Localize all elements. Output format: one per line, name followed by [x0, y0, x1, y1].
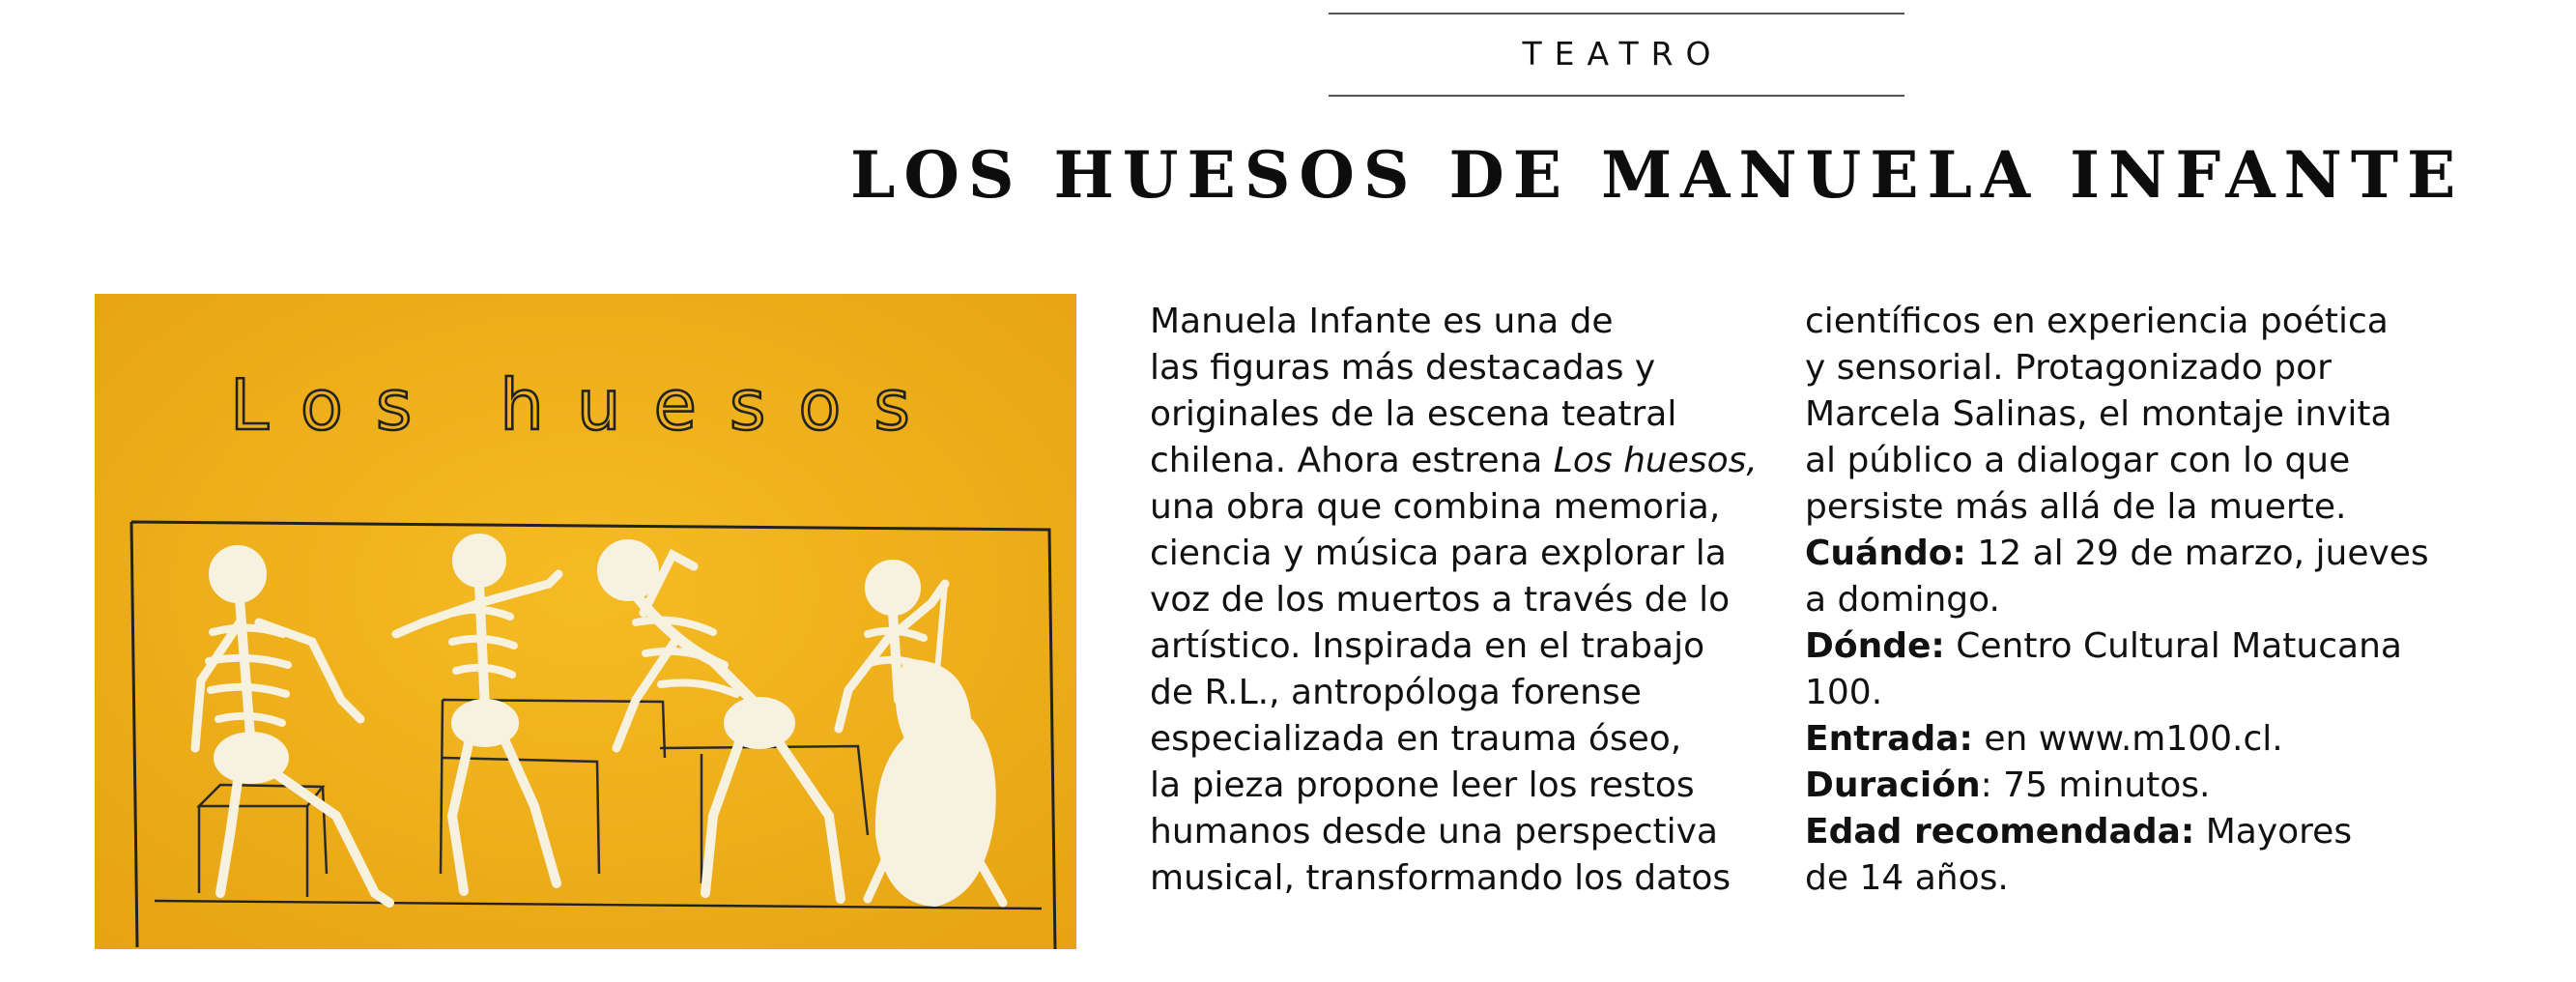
body-line: ciencia y música para explorar la: [1150, 534, 1727, 573]
body-line: originales de la escena teatral: [1150, 394, 1677, 434]
detail-where: [1805, 623, 2429, 670]
body-line: musical, transformando los datos: [1150, 858, 1732, 898]
detail-entry-label: Entrada:: [1805, 719, 1973, 759]
body-line: Manuela Infante es una de: [1150, 302, 1614, 341]
play-title-italic: Los huesos,: [1553, 441, 1758, 480]
handwritten-title: Los huesos: [230, 364, 943, 446]
detail-where-value: Centro Cultural Matucana: [1944, 626, 2402, 666]
detail-age: [1805, 809, 2429, 855]
detail-duration: [1805, 763, 2429, 809]
detail-when-label: Cuándo:: [1805, 534, 1966, 573]
article-body-left-column: [1150, 299, 1758, 902]
body-line: científicos en experiencia poética: [1805, 302, 2389, 341]
detail-entry-value: en www.m100.cl.: [1972, 719, 2283, 759]
body-line: voz de los muertos a través de lo: [1150, 580, 1731, 620]
section-label: TEATRO: [1522, 35, 1724, 72]
body-line: las figuras más destacadas y: [1150, 348, 1656, 388]
detail-where-continued: 100.: [1805, 673, 1883, 712]
detail-duration-label: Duración: [1805, 765, 1981, 805]
body-text: chilena. Ahora estrena: [1150, 441, 1554, 480]
body-line: especializada en trauma óseo,: [1150, 719, 1682, 759]
header-bottom-rule: [1329, 95, 1904, 97]
article-title: LOS HUESOS DE MANUELA INFANTE: [850, 137, 2465, 213]
detail-entry: [1805, 716, 2429, 763]
body-line: humanos desde una perspectiva: [1150, 812, 1718, 852]
header-top-rule: [1329, 13, 1904, 14]
detail-when-value: 12 al 29 de marzo, jueves: [1965, 534, 2429, 573]
article-body-right-column: [1805, 299, 2429, 902]
detail-age-value: Mayores: [2194, 812, 2353, 852]
detail-where-label: Dónde:: [1805, 626, 1945, 666]
detail-when: [1805, 531, 2429, 577]
article-photo: [95, 294, 1076, 949]
body-line: persiste más allá de la muerte.: [1805, 487, 2347, 527]
body-line: al público a dialogar con lo que: [1805, 441, 2351, 480]
body-line: la pieza propone leer los restos: [1150, 765, 1695, 805]
body-line: una obra que combina memoria,: [1150, 487, 1721, 527]
body-line: [1150, 438, 1758, 484]
body-line: de R.L., antropóloga forense: [1150, 673, 1642, 712]
body-line: y sensorial. Protagonizado por: [1805, 348, 2332, 388]
body-line: Marcela Salinas, el montaje invita: [1805, 394, 2392, 434]
detail-when-continued: a domingo.: [1805, 580, 2000, 620]
detail-age-label: Edad recomendada:: [1805, 812, 2195, 852]
detail-duration-value: : 75 minutos.: [1980, 765, 2211, 805]
body-line: artístico. Inspirada en el trabajo: [1150, 626, 1705, 666]
detail-age-continued: de 14 años.: [1805, 858, 2009, 898]
